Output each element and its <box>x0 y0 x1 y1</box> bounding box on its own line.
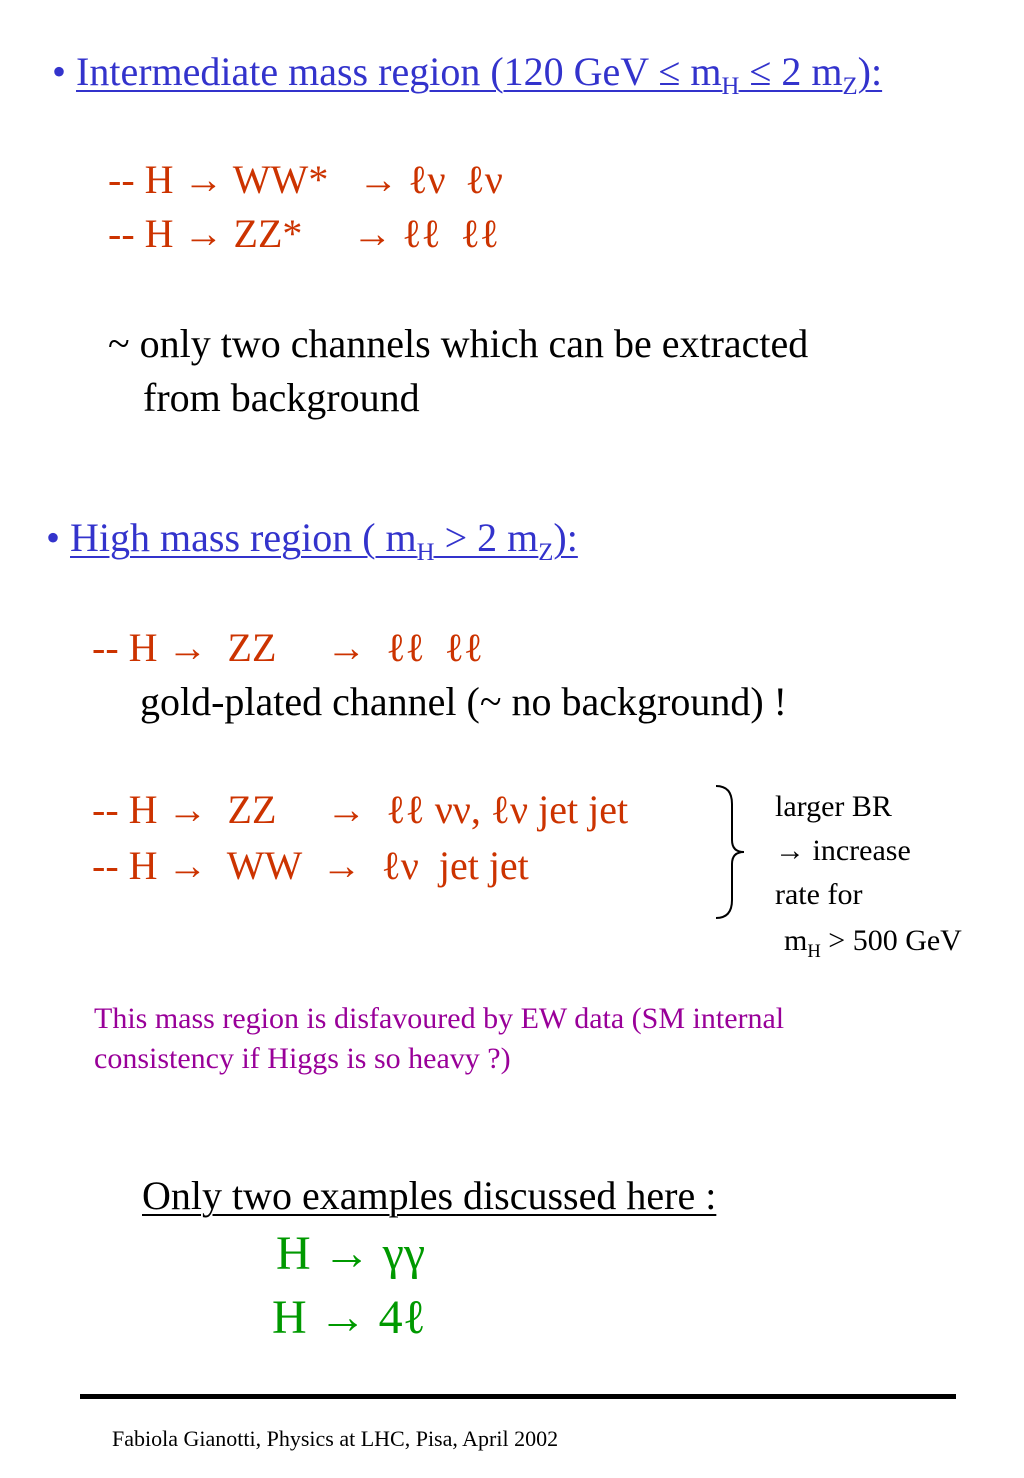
channel-gold: -- H → ZZ → ℓℓ ℓℓ <box>92 625 484 670</box>
note-line-1: ~ only two channels which can be extracted <box>108 321 809 366</box>
side-note-line-2: → increase <box>775 834 911 867</box>
note-line-2: from background <box>143 375 420 420</box>
disfavoured-line-1: This mass region is disfavoured by EW data (SM internal <box>94 1002 785 1035</box>
channel-ww-star: -- H → WW* → ℓν ℓν <box>108 157 503 202</box>
footer-divider <box>80 1394 956 1399</box>
example-gamma-gamma: H → γγ <box>276 1227 426 1280</box>
side-note-line-4: $m_H > 500$ GeV <box>784 924 962 962</box>
brace-icon <box>712 782 748 922</box>
high-heading <box>46 515 578 566</box>
side-note-line-3: rate for <box>775 878 863 911</box>
gold-note: gold-plated channel (~ no background) ! <box>140 679 787 724</box>
heading-text: High mass region ( $m_H > 2$ $m_Z$): <box>70 515 578 566</box>
example-four-lepton: H → 4ℓ <box>272 1291 426 1344</box>
disfavoured-line-2: consistency if Higgs is so heavy ?) <box>94 1042 511 1075</box>
intermediate-heading <box>52 49 883 100</box>
channel-zz-star: -- H → ZZ* → ℓℓ ℓℓ <box>108 211 500 256</box>
heading-text: Intermediate mass region (120 GeV ≤ $m_H \le 2$ $m_Z$): <box>76 49 883 100</box>
channel-zz-jets: -- H → ZZ → ℓℓ νν, ℓν jet jet <box>92 787 629 832</box>
bullet: • <box>52 49 67 94</box>
bullet: • <box>46 515 61 560</box>
side-note-line-1: larger BR <box>775 790 892 823</box>
examples-heading: Only two examples discussed here : <box>142 1173 717 1218</box>
channel-ww-jets: -- H → WW → ℓν jet jet <box>92 843 529 888</box>
footer-text: Fabiola Gianotti, Physics at LHC, Pisa, April 2002 <box>112 1426 559 1451</box>
